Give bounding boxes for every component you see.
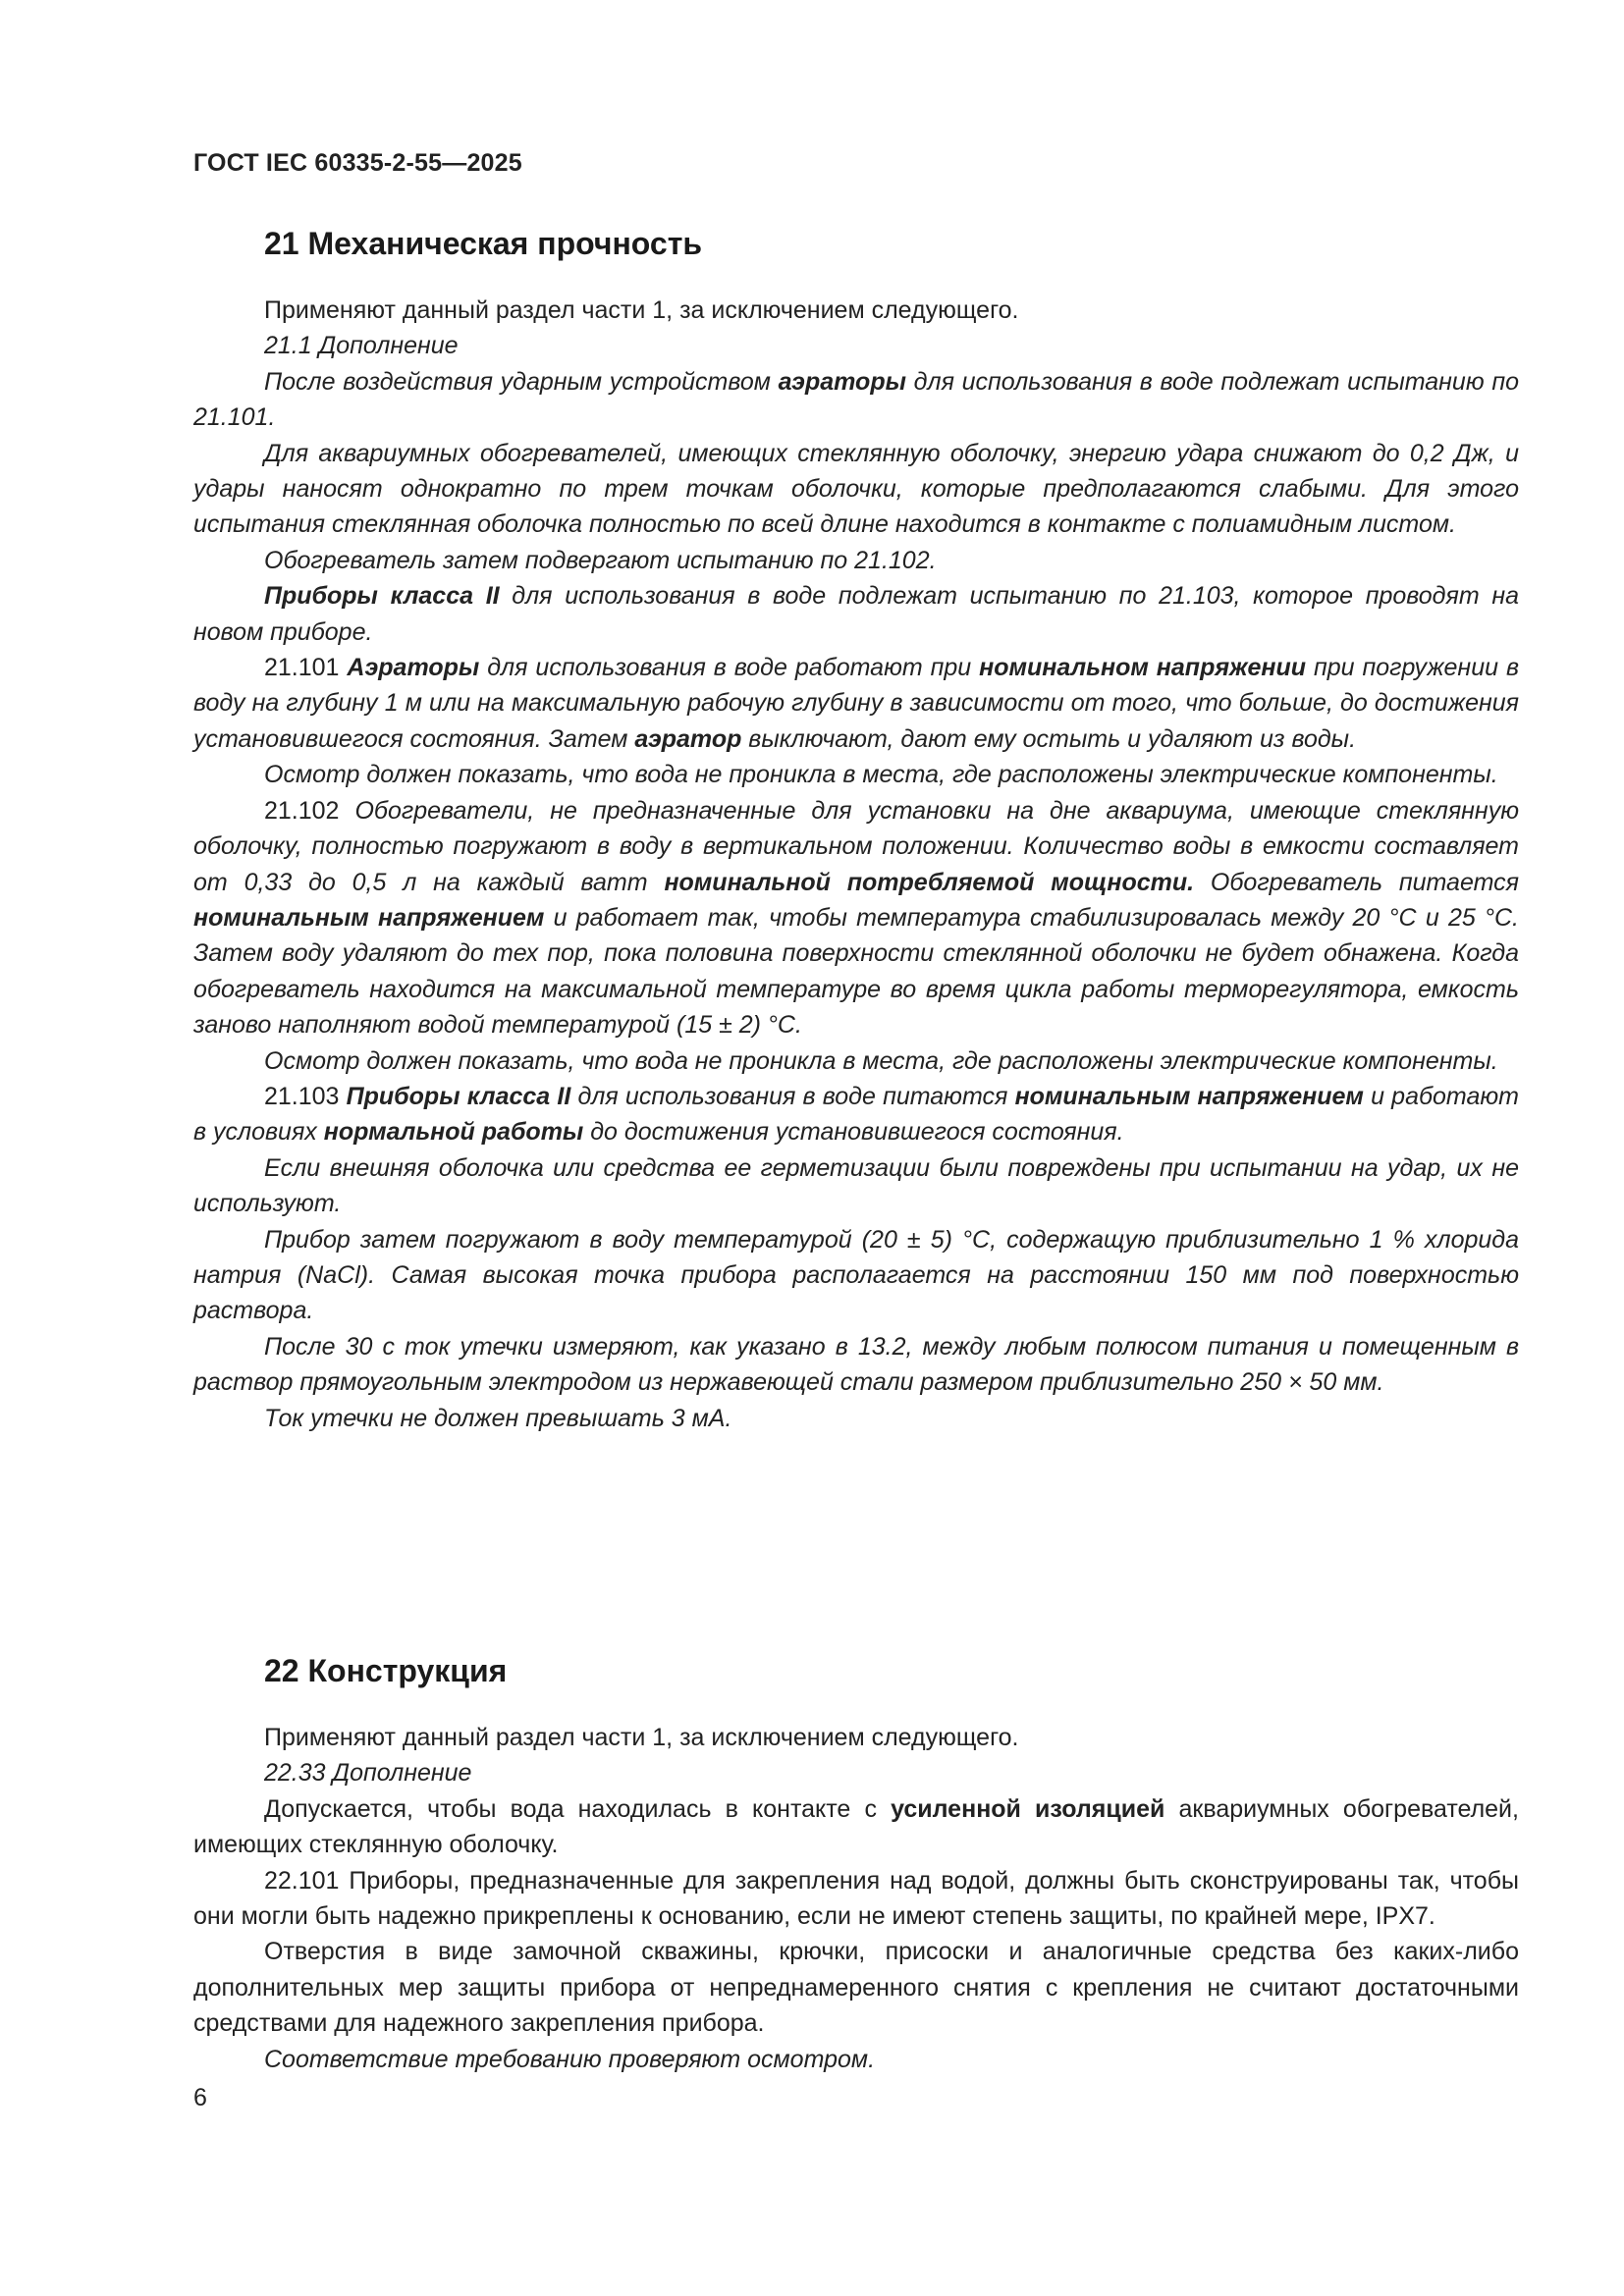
term-class-ii-appliances: Приборы класса II [346, 1082, 571, 1110]
term-rated-voltage: номинальном напряжении [979, 654, 1307, 682]
clause-21-101-inspection: Осмотр должен показать, что вода не проникла в места, где расположены электрические компоненты. [264, 761, 1498, 789]
text-span: выключают, дают ему остыть и удаляют из воды. [741, 724, 1357, 753]
clause-21-103-paragraph-2: Прибор затем погружают в воду температурой (20 ± 5) °C, содержащую приблизительно 1 % хлорида натрия (NaCl). Самая высокая точка прибора располагается на расстоянии 150 мм под поверхностью раствора. [193, 1225, 1519, 1325]
text-span: Обогреватели, не предназначенные для установки на дне аквариума, имеющие стеклянную оболочку, полностью погружают в воду в вертикальном положении. Количество воды в емкости составляет от 0,33 до 0,5 л на каждый ватт [193, 796, 1519, 896]
clause-22-33-paragraph-1 [193, 1791, 1519, 1863]
term-aerators: аэраторы [778, 367, 906, 396]
term-rated-voltage: номинальным напряжением [193, 903, 545, 932]
clause-21-1-paragraph-1 [193, 364, 1519, 436]
section-22-title: 22 Конструкция [264, 1653, 508, 1688]
term-normal-operation: нормальной работы [323, 1118, 584, 1147]
clause-21-102-inspection: Осмотр должен показать, что вода не проникла в места, где расположены электрические компоненты. [264, 1046, 1498, 1075]
term-rated-power-input: номинальной потребляемой мощности. [664, 868, 1195, 896]
clause-21-102 [193, 793, 1519, 1043]
text-span: и работают в условиях [193, 1082, 1520, 1147]
page-number: 6 [193, 2084, 207, 2111]
document-code-header: ГОСТ IEC 60335-2-55—2025 [193, 149, 522, 177]
term-reinforced-insulation: усиленной изоляцией [891, 1794, 1165, 1823]
clause-22-101-compliance: Соответствие требованию проверяют осмотром. [264, 2045, 876, 2073]
document-page [193, 0, 1519, 2296]
clause-22-33-heading [193, 1755, 1519, 1790]
text-span: для использования в воде подлежат испытанию по 21.103, которое проводят на новом приборе. [193, 582, 1519, 646]
clause-21-103 [193, 1079, 1519, 1150]
text-span: для использования в воде питаются [570, 1082, 1015, 1110]
term-aerator: аэратор [634, 724, 742, 753]
text-span: Обогреватель питается [1194, 868, 1519, 896]
text-span: и работает так, чтобы температура стабилизировалась между 20 °C и 25 °C. Затем воду удаляют до тех пор, пока половина поверхности стеклянной оболочки не будет обнажена. Когда обогреватель находится на максимальной температуре во время цикла работы терморегулятора, емкость заново наполняют водой температурой (15 ± 2) °C. [193, 903, 1520, 1040]
term-class-ii-appliances: Приборы класса II [264, 582, 500, 611]
clause-22-101: 22.101 Приборы, предназначенные для закрепления над водой, должны быть сконструированы так, чтобы они могли быть надежно прикреплены к основанию, если не имеют степень защиты, по крайней мере, IPX7. [193, 1866, 1519, 1931]
clause-21-103-paragraph-3: После 30 с ток утечки измеряют, как указано в 13.2, между любым полюсом питания и помещенным в раствор прямоугольным электродом из нержавеющей стали размером приблизительно 250 × 50 мм. [193, 1332, 1519, 1397]
clause-21-1-paragraph-2: Для аквариумных обогревателей, имеющих стеклянную оболочку, энергию удара снижают до 0,2 Дж, и удары наносят однократно по трем точкам оболочки, которые предполагаются слабыми. Для этого испытания стеклянная оболочка полностью по всей длине находится в контакте с полиамидным листом. [193, 439, 1519, 539]
clause-number: 21.102 [264, 796, 355, 825]
text-span: аквариумных обогревателей, имеющих стеклянную оболочку. [193, 1794, 1519, 1859]
clause-number: 21.103 [264, 1082, 347, 1110]
clause-21-1-heading [193, 328, 1519, 363]
text-span: После воздействия ударным устройством [264, 367, 779, 396]
clause-21-101 [193, 650, 1519, 757]
clause-21-103-paragraph-1: Если внешняя оболочка или средства ее герметизации были повреждены при испытании на удар, их не используют. [193, 1153, 1519, 1218]
text-span: при погружении в воду на глубину 1 м или на максимальную рабочую глубину в зависимости от того, что больше, до достижения установившегося состояния. Затем [193, 654, 1519, 753]
section-22-construction [193, 1651, 1519, 2077]
text-span: для использования в воде подлежат испытанию по 21.101. [193, 367, 1520, 432]
section-22-intro: Применяют данный раздел части 1, за исключением следующего. [264, 1724, 1019, 1751]
clause-21-1-text: 21.1 Дополнение [264, 332, 459, 360]
section-21-mechanical-strength [193, 224, 1519, 1436]
clause-21-103-paragraph-4: Ток утечки не должен превышать 3 мА. [264, 1404, 732, 1432]
clause-21-1-paragraph-3: Обогреватель затем подвергают испытанию по 21.102. [264, 546, 937, 574]
text-span: Допускается, чтобы вода находилась в контакте с [264, 1794, 892, 1823]
clause-21-1-paragraph-4 [193, 578, 1519, 650]
clause-number: 21.101 [264, 654, 348, 682]
section-21-intro: Применяют данный раздел части 1, за исключением следующего. [264, 296, 1019, 324]
clause-22-33-text: 22.33 Дополнение [264, 1759, 472, 1788]
clause-22-101-paragraph-2: Отверстия в виде замочной скважины, крючки, присоски и аналогичные средства без каких-либо дополнительных мер защиты прибора от непреднамеренного снятия с крепления не считают достаточными средствами для надежного закрепления прибора. [193, 1938, 1519, 2038]
term-aerators: Аэраторы [347, 654, 480, 682]
text-span: до достижения установившегося состояния. [583, 1118, 1124, 1147]
term-rated-voltage: номинальным напряжением [1014, 1082, 1364, 1110]
section-21-title: 21 Механическая прочность [264, 226, 703, 261]
text-span: для использования в воде работают при [479, 654, 980, 682]
